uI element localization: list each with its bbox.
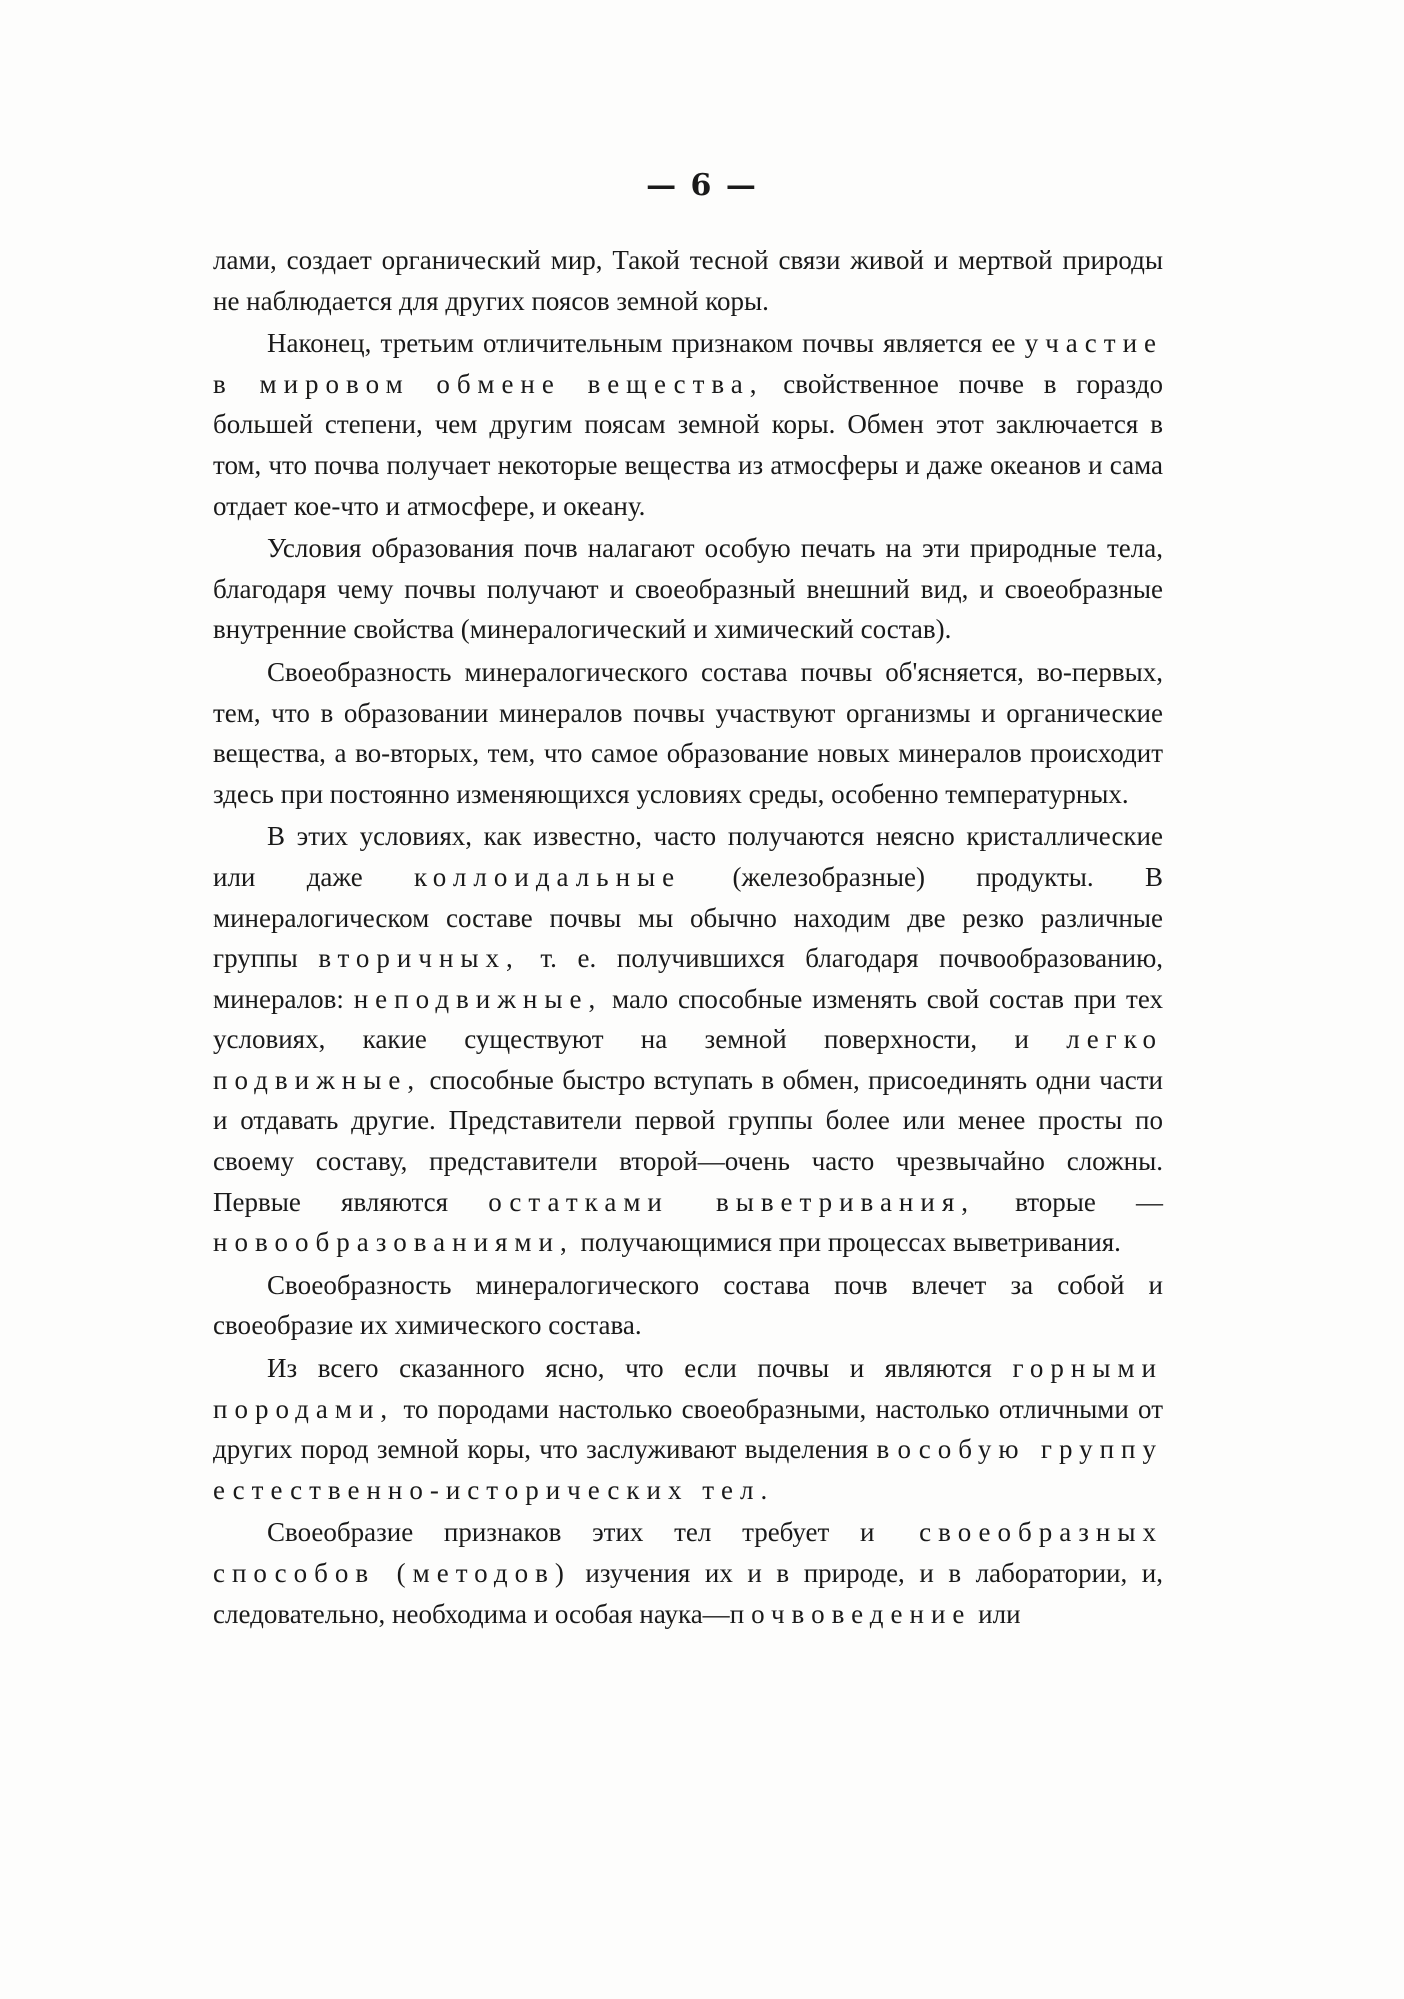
body-text: или: [971, 1598, 1021, 1629]
body-text: лами, создает органический мир, Такой тесной связи живой и мертвой природы не наблюдается для других поясов земной коры.: [213, 245, 1163, 316]
emphasis-text: неподвижные,: [353, 983, 603, 1014]
emphasis-text: особую группу естественно-исторических тел.: [213, 1434, 1163, 1505]
paragraph: [213, 652, 1163, 814]
body-text: т. е. получившихся благодаря почвообразованию, минералов:: [213, 943, 1163, 1014]
body-text: вторые —: [975, 1186, 1163, 1217]
paragraph: [213, 323, 1163, 526]
body-text: Своеобразие признаков этих тел требует: [267, 1517, 861, 1548]
body-text: способные быстро вступать в обмен, присоединять одни части и отдавать другие. Представители первой группы более или менее просты по своему составу, представители второй—очень часто чрезвычайно сложны. Первые являются: [213, 1064, 1163, 1217]
emphasis-text: и своеобразных способов (методов): [213, 1517, 1163, 1588]
body-text: Наконец, третьим отличительным признаком почвы является ее: [267, 328, 1025, 359]
body-text: Условия образования почв налагают особую печать на эти природные тела, благодаря чему почвы получают и своеобразный внешний вид, и своеобразные внутренние свойства (минералогический и химический состав).: [213, 533, 1163, 645]
body-text: (железобразные) продукты. В минералогическом составе почвы мы обычно находим две резко различные группы: [213, 861, 1163, 974]
emphasis-text: коллоидальные: [414, 861, 682, 892]
text-body: [213, 240, 1163, 1636]
emphasis-text: новообразованиями,: [213, 1227, 574, 1258]
emphasis-text: горными породами,: [213, 1353, 1163, 1424]
emphasis-text: участие в мировом обмене вещества,: [213, 328, 1163, 399]
body-text: получающимися при процессах выветривания.: [573, 1227, 1121, 1258]
emphasis-text: вторичных,: [318, 943, 520, 974]
emphasis-text: почвоведение: [729, 1598, 972, 1629]
body-text: В этих условиях, как известно, часто получаются неясно кристаллические или даже: [213, 821, 1163, 892]
paragraph: [213, 240, 1163, 321]
paragraph: [213, 1265, 1163, 1346]
paragraph: [213, 528, 1163, 650]
paragraph: [213, 1512, 1163, 1634]
emphasis-text: легко подвижные,: [213, 1024, 1163, 1095]
body-text: изучения их и в природе, и в лаборатории, и, следовательно, необходима и особая наука—: [213, 1558, 1163, 1629]
body-text: то породами настолько своеобразными, настолько отличными от других пород земной коры, что заслуживают выделения в: [213, 1393, 1163, 1465]
body-text: свойственное почве в гораздо большей степени, чем другим поясам земной коры. Обмен этот заключается в том, что почва получает некоторые вещества из атмосферы и даже океанов и сама отдает кое-что и атмосфере, и океану.: [213, 368, 1163, 521]
body-text: Из всего сказанного ясно, что если почвы и являются: [267, 1353, 1013, 1384]
paragraph: [213, 1348, 1163, 1510]
emphasis-text: остатками выветривания,: [488, 1186, 976, 1217]
page-number: — 6 —: [646, 168, 758, 203]
body-text: мало способные изменять свой состав при тех условиях, какие существуют на земной поверхности, и: [213, 983, 1163, 1055]
body-text: Своеобразность минералогического состава почв влечет за собой и своеобразие их химического состава.: [213, 1269, 1163, 1341]
paragraph: [213, 816, 1163, 1263]
body-text: Своеобразность минералогического состава почвы об'ясняется, во-первых, тем, что в образовании минералов почвы участвуют организмы и органические вещества, а во-вторых, тем, что самое образование новых минералов происходит здесь при постоянно изменяющихся условиях среды, особенно температурных.: [213, 656, 1163, 809]
